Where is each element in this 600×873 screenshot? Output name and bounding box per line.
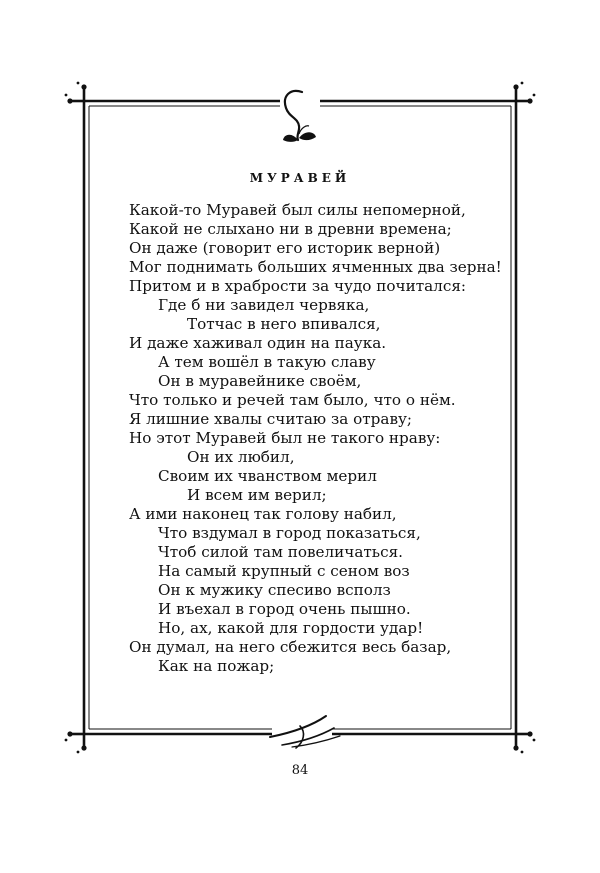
poem-line: Он думал, на него сбежится весь базар, bbox=[129, 638, 452, 656]
poem-line: Как на пожар; bbox=[158, 657, 275, 675]
poem-line: Он даже (говорит его историк верной) bbox=[129, 239, 441, 257]
poem-line: Он к мужику спесиво всполз bbox=[158, 581, 391, 599]
poem-line: Где б ни завидел червяка, bbox=[158, 296, 370, 314]
poem-line: Он их любил, bbox=[187, 448, 295, 466]
poem-line: Я лишние хвалы считаю за отраву; bbox=[129, 410, 413, 428]
poem-line: И даже хаживал один на паука. bbox=[129, 334, 387, 352]
poem-line: Своим их чванством мерил bbox=[158, 467, 377, 485]
poem-line: Какой не слыхано ни в древни времена; bbox=[129, 220, 452, 238]
poem-line: На самый крупный с сеном воз bbox=[158, 562, 410, 580]
poem-line: А тем вошёл в такую славу bbox=[158, 353, 376, 371]
poem-line: Но, ах, какой для гордости удар! bbox=[158, 619, 424, 637]
poem-line: И въехал в город очень пышно. bbox=[158, 600, 411, 618]
poem-line: Притом и в храбрости за чудо почитался: bbox=[129, 277, 467, 295]
poem-line: Что вздумал в город показаться, bbox=[158, 524, 421, 542]
poem-line: Он в муравейнике своём, bbox=[158, 372, 362, 390]
poem-line: Тотчас в него впивался, bbox=[187, 315, 381, 333]
poem-line: И всем им верил; bbox=[187, 486, 327, 504]
page-number: 84 bbox=[291, 763, 309, 778]
poem-line: Что только и речей там было, что о нём. bbox=[129, 391, 456, 409]
poem-line: Мог поднимать больших ячменных два зерна! bbox=[129, 258, 502, 276]
poem-line: Чтоб силой там повеличаться. bbox=[158, 543, 403, 561]
top-flourish-ornament bbox=[280, 91, 320, 142]
poem-line: Но этот Муравей был не такого нраву: bbox=[129, 429, 441, 447]
poem-line: А ими наконец так голову набил, bbox=[129, 505, 397, 523]
poem-line: Какой-то Муравей был силы непомерной, bbox=[129, 201, 466, 219]
bottom-flourish-ornament bbox=[270, 716, 340, 748]
poem-title: МУРАВЕЙ bbox=[249, 171, 351, 185]
